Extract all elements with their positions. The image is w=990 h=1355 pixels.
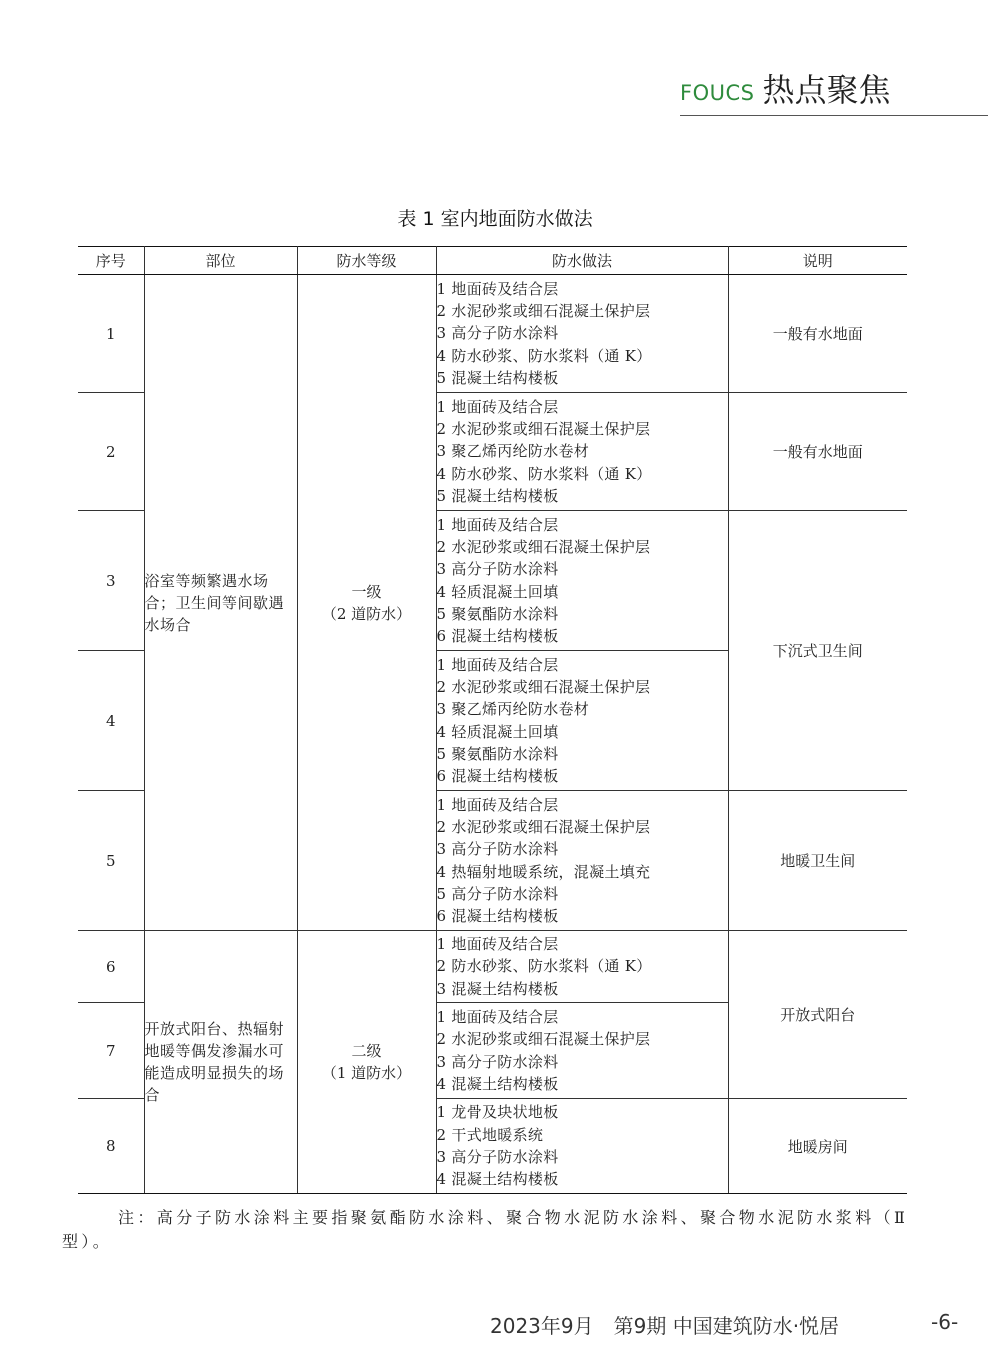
method-cell	[436, 275, 728, 393]
row-number: 8	[78, 1099, 144, 1194]
method-step: 4 轻质混凝土回填	[436, 582, 559, 601]
column-header-location: 部位	[144, 247, 297, 275]
method-step: 2 水泥砂浆或细石混凝土保护层	[436, 537, 651, 556]
location-cell: 浴室等频繁遇水场合；卫生间等间歇遇水场合	[144, 275, 297, 931]
method-step: 5 混凝土结构楼板	[436, 368, 559, 387]
method-cell	[436, 393, 728, 511]
method-step: 3 高分子防水涂料	[436, 1052, 559, 1071]
method-step: 2 水泥砂浆或细石混凝土保护层	[436, 817, 651, 836]
table-row	[78, 275, 907, 393]
section-header	[680, 66, 891, 109]
note-cell: 地暖卫生间	[728, 791, 907, 931]
row-number: 5	[78, 791, 144, 931]
method-step: 3 高分子防水涂料	[436, 840, 559, 859]
method-step: 1 地面砖及结合层	[436, 655, 559, 674]
note-cell: 地暖房间	[728, 1099, 907, 1194]
footer-issue: 2023年9月 第9期 中国建筑防水·悦居	[490, 1314, 840, 1338]
grade-cell	[297, 931, 436, 1194]
grade-layers: （1 道防水）	[321, 1064, 412, 1082]
method-step: 2 水泥砂浆或细石混凝土保护层	[436, 420, 651, 439]
grade-cell	[297, 275, 436, 931]
grade-layers: （2 道防水）	[321, 604, 412, 623]
table-row	[78, 931, 907, 1003]
row-number: 2	[78, 393, 144, 511]
method-step: 1 地面砖及结合层	[436, 795, 559, 814]
row-number: 1	[78, 275, 144, 393]
method-step: 2 水泥砂浆或细石混凝土保护层	[436, 677, 651, 696]
method-step: 1 地面砖及结合层	[436, 1007, 559, 1026]
table-header-row	[78, 247, 907, 275]
header-divider	[680, 115, 988, 116]
method-step: 3 混凝土结构楼板	[436, 979, 559, 998]
method-step: 3 高分子防水涂料	[436, 324, 559, 343]
method-step: 4 热辐射地暖系统，混凝土填充	[436, 862, 651, 881]
method-cell	[436, 511, 728, 651]
row-number: 3	[78, 511, 144, 651]
method-step: 6 混凝土结构楼板	[436, 767, 559, 786]
method-step: 4 防水砂浆、防水浆料（通 K）	[436, 464, 652, 483]
table-footnote: 注：高分子防水涂料主要指聚氨酯防水涂料、聚合物水泥防水涂料、聚合物水泥防水浆料（Ⅱ型）。	[62, 1208, 909, 1251]
note-cell: 一般有水地面	[728, 393, 907, 511]
note-cell: 开放式阳台	[728, 931, 907, 1099]
waterproofing-table	[78, 246, 907, 1194]
method-step: 2 水泥砂浆或细石混凝土保护层	[436, 302, 651, 321]
method-step: 3 高分子防水涂料	[436, 560, 559, 579]
method-step: 4 混凝土结构楼板	[436, 1074, 559, 1093]
method-cell	[436, 651, 728, 791]
method-step: 1 地面砖及结合层	[436, 397, 559, 416]
method-step: 2 干式地暖系统	[436, 1125, 544, 1144]
note-cell: 下沉式卫生间	[728, 511, 907, 791]
method-step: 1 龙骨及块状地板	[436, 1103, 559, 1122]
method-step: 1 地面砖及结合层	[436, 279, 559, 298]
method-step: 1 地面砖及结合层	[436, 935, 559, 954]
grade-label: 一级	[351, 582, 382, 601]
method-step: 5 高分子防水涂料	[436, 884, 559, 903]
method-step: 5 聚氨酯防水涂料	[436, 604, 559, 623]
column-header-method: 防水做法	[436, 247, 728, 275]
grade-label: 二级	[351, 1042, 382, 1060]
section-label-en: FOUCS	[680, 81, 755, 105]
column-header-no: 序号	[78, 247, 144, 275]
page-number: -6-	[931, 1310, 959, 1334]
method-step: 6 混凝土结构楼板	[436, 627, 559, 646]
method-cell	[436, 791, 728, 931]
method-step: 3 聚乙烯丙纶防水卷材	[436, 700, 590, 719]
method-step: 3 高分子防水涂料	[436, 1148, 559, 1166]
method-step: 1 地面砖及结合层	[436, 515, 559, 534]
method-step: 6 混凝土结构楼板	[436, 907, 559, 926]
row-number: 7	[78, 1003, 144, 1099]
column-header-note: 说明	[728, 247, 907, 275]
section-label-cn: 热点聚焦	[762, 71, 891, 109]
column-header-grade: 防水等级	[297, 247, 436, 275]
table-title: 表 1 室内地面防水做法	[397, 208, 593, 230]
method-step: 4 防水砂浆、防水浆料（通 K）	[436, 346, 652, 365]
method-cell	[436, 1003, 728, 1099]
method-step: 3 聚乙烯丙纶防水卷材	[436, 442, 590, 461]
method-cell	[436, 1099, 728, 1194]
method-cell	[436, 931, 728, 1003]
location-cell: 开放式阳台、热辐射地暖等偶发渗漏水可能造成明显损失的场合	[144, 931, 297, 1194]
method-step: 2 水泥砂浆或细石混凝土保护层	[436, 1030, 651, 1049]
note-cell: 一般有水地面	[728, 275, 907, 393]
row-number: 6	[78, 931, 144, 1003]
method-step: 5 混凝土结构楼板	[436, 486, 559, 505]
row-number: 4	[78, 651, 144, 791]
method-step: 4 轻质混凝土回填	[436, 722, 559, 741]
method-step: 4 混凝土结构楼板	[436, 1170, 559, 1189]
method-step: 2 防水砂浆、防水浆料（通 K）	[436, 957, 652, 976]
method-step: 5 聚氨酯防水涂料	[436, 744, 559, 763]
